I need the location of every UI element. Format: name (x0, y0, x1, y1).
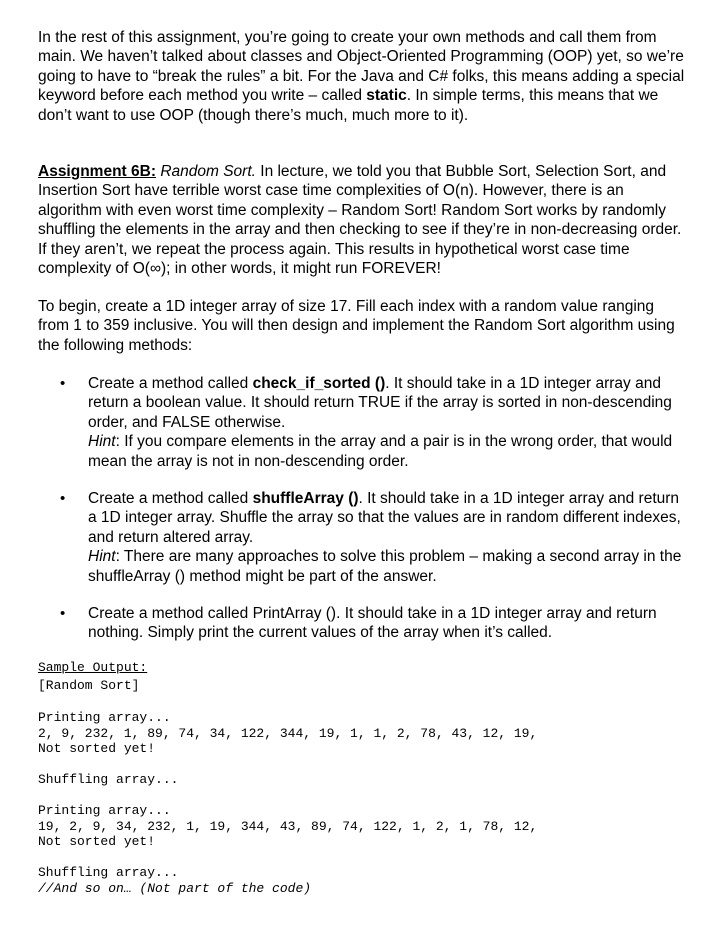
intro-text-start: In the rest of this assignment, you’re going to create your own methods and call them from main. We haven’t talked about classes and Object-Oriented Programming (OOP) yet, so we’re going to have to “break the rules” a bit. For the Java and C# folks, this means adding a special keyword before each method you write – called (38, 29, 685, 105)
bullet-description: . It should take in a 1D integer array and return a boolean value. It should return TRUE if the array is sorted in non-descending order, and FALSE otherwise. (88, 375, 672, 431)
static-keyword: static (366, 87, 407, 105)
bullet-print-array (38, 604, 688, 643)
hint-text: : If you compare elements in the array and a pair is in the wrong order, that would mean the array is not in non-descending order. (88, 433, 673, 470)
sample-output-shuffle-2: Shuffling array... (38, 865, 179, 880)
assignment-body: In lecture, we told you that Bubble Sort, Selection Sort, and Insertion Sort have terrible worst case time complexities of O(n). However, there is an algorithm with even worst time complexity – Random Sort! Random Sort works by randomly shuffling the elements in the array and then checking to see if they’re in non-decreasing order. If they aren’t, we repeat the process again. This results in hypothetical worst case time complexity of O(∞); in other words, it might run FOREVER! (38, 163, 682, 278)
bullet-dot-icon: • (60, 605, 66, 623)
assignment-title: Random Sort. (160, 163, 256, 180)
bullet-check-if-sorted (38, 374, 688, 471)
bullet-shuffle-array (38, 489, 688, 586)
assignment-heading: Assignment 6B: (38, 163, 156, 180)
bullet-hint (88, 547, 688, 586)
assignment-paragraph (38, 162, 688, 278)
sample-output-heading: Sample Output: (38, 660, 148, 675)
intro-paragraph (38, 28, 688, 125)
bullet-hint (88, 432, 688, 471)
bullet-prefix: Create a method called (88, 375, 253, 392)
sample-output-shuffle-1: Shuffling array... (38, 772, 179, 787)
method-name-shuffle-array: shuffleArray () (252, 490, 359, 508)
hint-label: Hint (88, 548, 116, 566)
bullet-prefix: Create a method called (88, 490, 253, 508)
intro-text-end: . In simple terms, this means that we don’t want to use OOP (though there’s much, much more to it). (38, 87, 659, 124)
begin-paragraph: To begin, create a 1D integer array of size 17. Fill each index with a random value ranging from 1 to 359 inclusive. You will then design and implement the Random Sort algorithm using the following methods: (38, 298, 675, 354)
method-list (38, 374, 688, 661)
method-name-check-if-sorted: check_if_sorted () (252, 375, 386, 392)
bullet-body (88, 374, 688, 432)
sample-output-print-2: Printing array... 19, 2, 9, 34, 232, 1, 19, 344, 43, 89, 74, 122, 1, 2, 1, 78, 12, Not sorted yet! (38, 803, 538, 850)
sample-output-title: [Random Sort] (38, 678, 140, 693)
bullet-dot-icon: • (60, 375, 66, 392)
bullet-body: Create a method called PrintArray (). It should take in a 1D integer array and return nothing. Simply print the current values of the array when it’s called. (88, 605, 657, 642)
sample-output-print-1: Printing array... 2, 9, 232, 1, 89, 74, 34, 122, 344, 19, 1, 1, 2, 78, 43, 12, 19, Not sorted yet! (38, 710, 538, 757)
hint-text: : There are many approaches to solve this problem – making a second array in the shuffleArray () method might be part of the answer. (88, 548, 682, 585)
bullet-body (88, 489, 688, 547)
hint-label: Hint (88, 433, 116, 451)
sample-output-comment: //And so on… (Not part of the code) (38, 881, 312, 896)
bullet-description: . It should take in a 1D integer array and return a 1D integer array. Shuffle the array so that the values are in random different indexes, and return altered array. (88, 490, 681, 546)
bullet-dot-icon: • (60, 490, 66, 508)
